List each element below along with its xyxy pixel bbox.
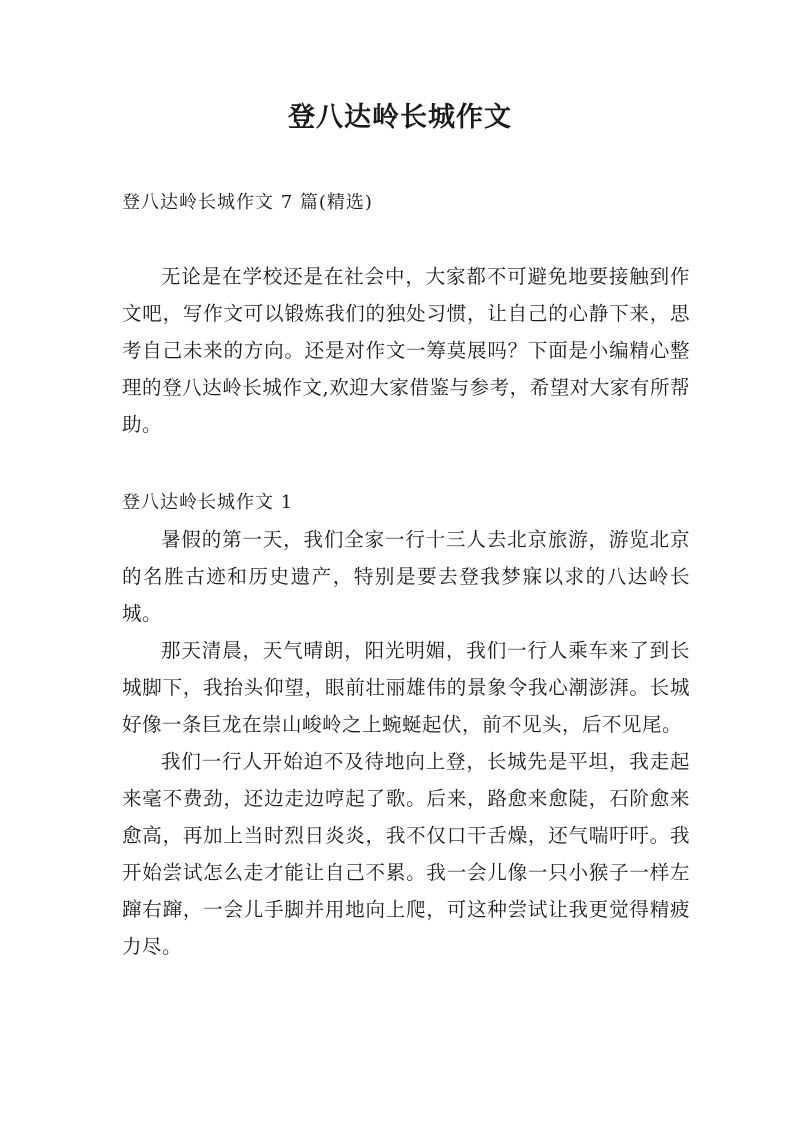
- essay-paragraph-1: 暑假的第一天，我们全家一行十三人去北京旅游，游览北京的名胜古迹和历史遗产，特别是要去登我梦寐以求的八达岭长城。: [122, 528, 690, 625]
- essay-body: [122, 521, 690, 965]
- intro-block: [122, 258, 690, 443]
- intro-paragraph: 无论是在学校还是在社会中，大家都不可避免地要接触到作文吧，写作文可以锻炼我们的独处习惯，让自己的心静下来，思考自己未来的方向。还是对作文一筹莫展吗？下面是小编精心整理的登八达岭长城作文,欢迎大家借鉴与参考，希望对大家有所帮助。: [122, 265, 690, 436]
- essay-paragraph-2: 那天清晨，天气晴朗，阳光明媚，我们一行人乘车来了到长城脚下，我抬头仰望，眼前壮丽雄伟的景象令我心潮澎湃。长城好像一条巨龙在崇山峻岭之上蜿蜒起伏，前不见头，后不见尾。: [122, 639, 690, 736]
- document-subtitle: 登八达岭长城作文 7 篇(精选): [122, 192, 373, 213]
- essay-paragraph-3: 我们一行人开始迫不及待地向上登，长城先是平坦，我走起来毫不费劲，还边走边哼起了歌。后来，路愈来愈陡，石阶愈来愈高，再加上当时烈日炎炎，我不仅口干舌燥，还气喘吁吁。我开始尝试怎么走才能让自己不累。我一会儿像一只小猴子一样左蹿右蹿，一会儿手脚并用地向上爬，可这种尝试让我更觉得精疲力尽。: [122, 750, 690, 958]
- section-heading: 登八达岭长城作文 1: [122, 492, 294, 513]
- document-title: 登八达岭长城作文: [288, 102, 512, 133]
